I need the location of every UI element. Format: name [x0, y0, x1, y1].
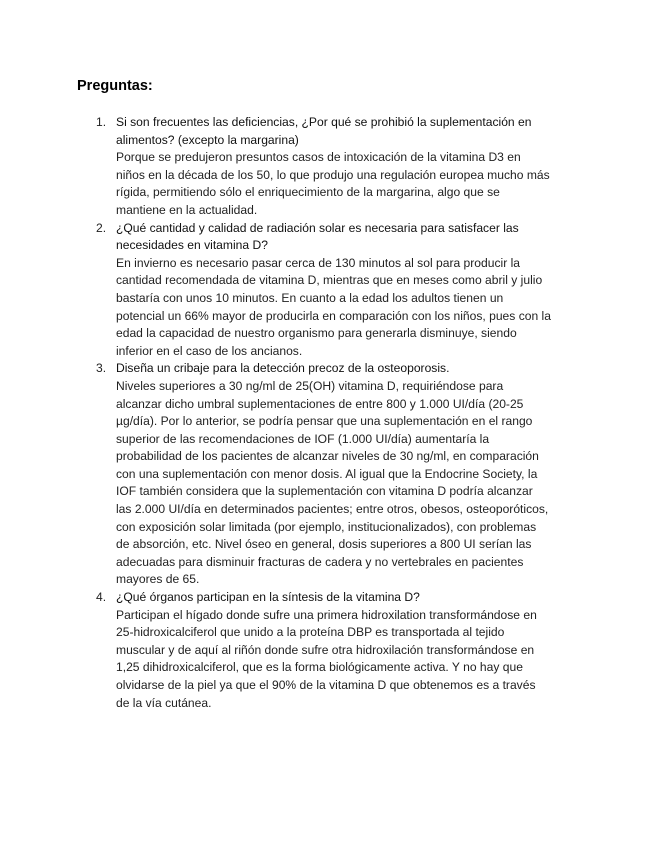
page-heading: Preguntas:	[77, 78, 153, 94]
question-item	[96, 114, 586, 220]
answer-text: En invierno es necesario pasar cerca de 130 minutos al sol para producir la cantidad recomendada de vitamina D, mientras que en meses como abril y julio bastaría con unos 10 minutos. En cuanto a la edad los adultos tienen un potencial un 66% mayor de producirla en comparación con los niños, pues con la edad la capacidad de nuestro organismo para generarla disminuye, siendo inferior en el caso de los ancianos.	[116, 255, 551, 358]
question-item	[96, 589, 586, 712]
question-number: 1.	[96, 115, 107, 129]
answer-text: Niveles superiores a 30 ng/ml de 25(OH) vitamina D, requiriéndose para alcanzar dicho umbral suplementaciones de entre 800 y 1.000 UI/día (20-25 µg/día). Por lo anterior, se podría pensar que una suplementación en el rango superior de las recomendaciones de IOF (1.000 UI/día) aumentaría la probabilidad de los pacientes de alcanzar niveles de 30 ng/ml, en comparación con una suplementación con menor dosis. Al igual que la Endocrine Society, la IOF también considera que la suplementación con vitamina D podría alcanzar las 2.000 UI/día en determinados pacientes; entre otros, obesos, osteoporóticos, con exposición solar limitada (por ejemplo, institucionalizados), con problemas de absorción, etc. Nivel óseo en general, dosis superiores a 800 UI serían las adecuadas para disminuir fracturas de cadera y no vertebrales en pacientes mayores de 65.	[116, 378, 549, 587]
questions-list	[96, 114, 586, 712]
question-number: 4.	[96, 590, 107, 605]
question-text: ¿Qué cantidad y calidad de radiación solar es necesaria para satisfacer las necesidades en vitamina D?	[116, 220, 519, 253]
question-number: 3.	[96, 361, 107, 376]
question-text: Diseña un cribaje para la detección precoz de la osteoporosis.	[116, 361, 450, 376]
question-text: Si son frecuentes las deficiencias, ¿Por qué se prohibió la suplementación en alimentos? (excepto la margarina)	[116, 115, 532, 147]
question-number: 2.	[96, 220, 107, 235]
question-text: ¿Qué órganos participan en la síntesis de la vitamina D?	[116, 590, 420, 605]
question-item	[96, 360, 586, 589]
answer-text: Participan el hígado donde sufre una primera hidroxilation transformándose en 25-hidroxicalciferol que unido a la proteína DBP es transportada al tejido muscular y de aquí al riñón donde sufre otra hidroxilación transformándose en 1,25 dihidroxicalciferol, que es la forma biológicamente activa. Y no hay que olvidarse de la piel ya que el 90% de la vitamina D que obtenemos es a través de la vía cutánea.	[116, 607, 537, 710]
question-item	[96, 220, 586, 361]
answer-text: Porque se predujeron presuntos casos de intoxicación de la vitamina D3 en niños en la década de los 50, lo que produjo una regulación europea mucho más rígida, permitiendo sólo el enriquecimiento de la margarina, algo que se mantiene en la actualidad.	[116, 150, 550, 217]
